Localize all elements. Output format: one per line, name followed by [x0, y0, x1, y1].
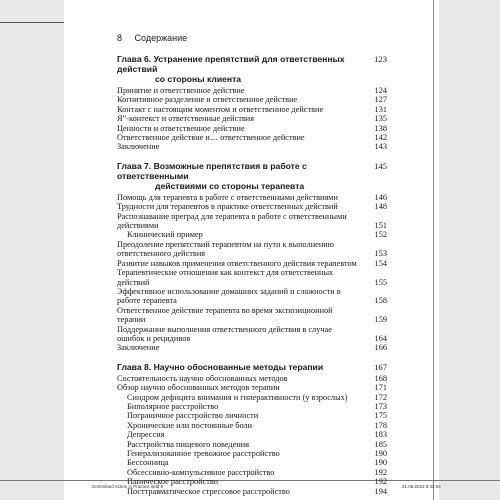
entry-label: Контакт с настоящим моментом и ответственное действие	[117, 104, 324, 114]
toc-entry	[117, 306, 387, 325]
entry-page-number: 143	[374, 142, 387, 152]
toc-subentry	[117, 458, 387, 467]
toc-entry	[117, 202, 387, 211]
entry-label: Я”-контекст и ответственные действия	[117, 114, 255, 124]
chapter-heading	[117, 161, 387, 191]
crop-mark-top	[0, 22, 64, 23]
entry-label: Терапевтические отношения как контекст для ответственных действий	[117, 268, 334, 287]
toc-subentry	[117, 411, 387, 420]
entry-label: Развитие навыков применения ответственного действия терапевтом	[117, 258, 357, 268]
entry-label: Ответственное действие терапевта во время экспозиционной терапии	[117, 305, 333, 325]
entry-page-number: 168	[374, 373, 387, 383]
chapter-heading	[117, 362, 387, 372]
entry-label: Обсессивно-компульсивное расстройство	[127, 467, 275, 477]
chapter-gap	[117, 152, 387, 161]
entry-page-number: 172	[374, 392, 387, 402]
toc-entry	[117, 124, 387, 133]
entry-page-number: 152	[374, 230, 387, 240]
toc-entry	[117, 95, 387, 104]
chapter-title-line1: Глава 7. Возможные препятствия в работе с ответственными	[117, 160, 307, 181]
running-header	[117, 33, 187, 43]
chapter-heading	[117, 54, 387, 84]
chapter-title-line2: со стороны клиента	[155, 74, 242, 84]
entry-label: Принятие и ответственное действие	[117, 86, 245, 95]
entry-page-number: 124	[374, 86, 387, 95]
entry-label: Генерализованное тревожное расстройство	[127, 449, 280, 458]
entry-label: Заключение	[117, 343, 160, 353]
entry-label: Расстройства пищевого поведения	[127, 439, 250, 449]
entry-page-number: 154	[374, 258, 387, 268]
entry-label: Депрессия	[127, 430, 165, 440]
toc-subentry	[117, 440, 387, 449]
entry-page-number: 190	[374, 458, 387, 468]
entry-page-number: 164	[374, 333, 387, 343]
entry-page-number: 131	[374, 104, 387, 114]
toc-entry	[117, 343, 387, 352]
entry-label: Заключение	[117, 142, 160, 152]
entry-page-number: 127	[374, 95, 387, 105]
toc-subentry	[117, 421, 387, 430]
entry-page-number: 178	[374, 420, 387, 430]
toc-entry	[117, 383, 387, 392]
entry-label: Биполярное расстройство	[127, 401, 219, 411]
chapter-gap	[117, 353, 387, 362]
chapter-title	[117, 362, 355, 372]
entry-label: Распознавание преград для терапевта в работе с ответственными действиями	[117, 211, 347, 231]
table-of-contents	[117, 54, 387, 496]
footer-timestamp: 21.06.2023 8:42:04	[402, 484, 441, 489]
chapter-title-line1: Глава 6. Устранение препятствий для ответственных действий	[117, 54, 345, 74]
crop-mark-right	[433, 0, 434, 500]
chapter-page-number: 167	[374, 361, 387, 372]
entry-label: Преодоление препятствий терапевтом на пути к выполнению ответственного действия	[117, 239, 334, 259]
entry-label: Ценности и ответственное действие	[117, 123, 245, 133]
chapter-title-line2: действиями со стороны терапевта	[155, 180, 305, 191]
chapter-page-number: 145	[374, 160, 387, 171]
entry-label: Паническое расстройство	[127, 477, 218, 487]
toc-entry	[117, 268, 387, 287]
entry-label: Ответственное действие и… ответственное действие	[117, 133, 305, 143]
entry-label: Синдром дефицита внимания и гиперактивности (у взрослых)	[127, 392, 348, 402]
entry-page-number: 158	[374, 296, 387, 306]
toc-subentry	[117, 393, 387, 402]
toc-entry	[117, 114, 387, 123]
entry-label: Трудности для терапевтов в практике ответственных действий	[117, 202, 338, 212]
toc-subentry	[117, 468, 387, 477]
entry-page-number: 142	[374, 133, 387, 143]
entry-page-number: 166	[374, 343, 387, 353]
entry-page-number: 183	[374, 430, 387, 440]
entry-label: Обзор научно обоснованных методов терапии	[117, 383, 280, 393]
entry-label: Клинический пример	[127, 230, 203, 240]
toc-entry	[117, 212, 387, 231]
entry-label: Эффективное использование домашних заданий и сложности в работе терапевта	[117, 286, 341, 306]
entry-page-number: 192	[374, 477, 387, 487]
entry-label: Помощь для терапевта в работе с ответственными действиями	[117, 192, 338, 202]
entry-label: Посттравматическое стрессовое расстройство	[127, 486, 290, 496]
toc-entry	[117, 193, 387, 202]
entry-page-number: 159	[374, 315, 387, 325]
running-title: Содержание	[134, 33, 188, 43]
entry-page-number: 135	[374, 114, 387, 124]
toc-entry	[117, 133, 387, 142]
entry-page-number: 190	[374, 449, 387, 458]
toc-subentry	[117, 402, 387, 411]
entry-page-number: 151	[374, 221, 387, 231]
entry-page-number: 192	[374, 467, 387, 477]
entry-label: Когнитивное разделение и ответственное действие	[117, 95, 298, 105]
entry-page-number: 138	[374, 123, 387, 133]
entry-label: Бессонница	[127, 458, 169, 468]
entry-label: Состоятельность научно обоснованных методов	[117, 373, 288, 383]
toc-entry	[117, 325, 387, 344]
toc-entry	[117, 142, 387, 151]
toc-entry	[117, 86, 387, 95]
entry-label: Хронические или постоянные боли	[127, 420, 253, 430]
chapter-title	[117, 54, 355, 84]
entry-page-number: 185	[374, 439, 387, 449]
entry-page-number: 148	[374, 202, 387, 212]
entry-page-number: 175	[374, 411, 387, 421]
chapter-page-number: 123	[374, 54, 387, 64]
toc-entry	[117, 374, 387, 383]
toc-subentry	[117, 430, 387, 439]
entry-page-number: 173	[374, 401, 387, 411]
entry-page-number: 153	[374, 249, 387, 259]
entry-page-number: 194	[374, 486, 387, 496]
toc-entry	[117, 240, 387, 259]
entry-page-number: 146	[374, 192, 387, 202]
chapter-title	[117, 161, 355, 191]
toc-subentry	[117, 230, 387, 239]
entry-label: Поддержание выполнения ответственного действия в случае ошибок и рецидивов	[117, 324, 332, 343]
toc-entry	[117, 105, 387, 114]
chapter-title-line1: Глава 8. Научно обоснованные методы терапии	[117, 361, 324, 372]
entry-page-number: 155	[374, 277, 387, 287]
toc-subentry	[117, 449, 387, 458]
toc-entry	[117, 287, 387, 306]
page-number: 8	[117, 33, 123, 43]
entry-label: Пограничное расстройство личности	[127, 411, 259, 421]
toc-entry	[117, 259, 387, 268]
entry-page-number: 171	[374, 383, 387, 393]
footer-file-name: Committed Action in Practice.indd 8	[92, 484, 164, 489]
